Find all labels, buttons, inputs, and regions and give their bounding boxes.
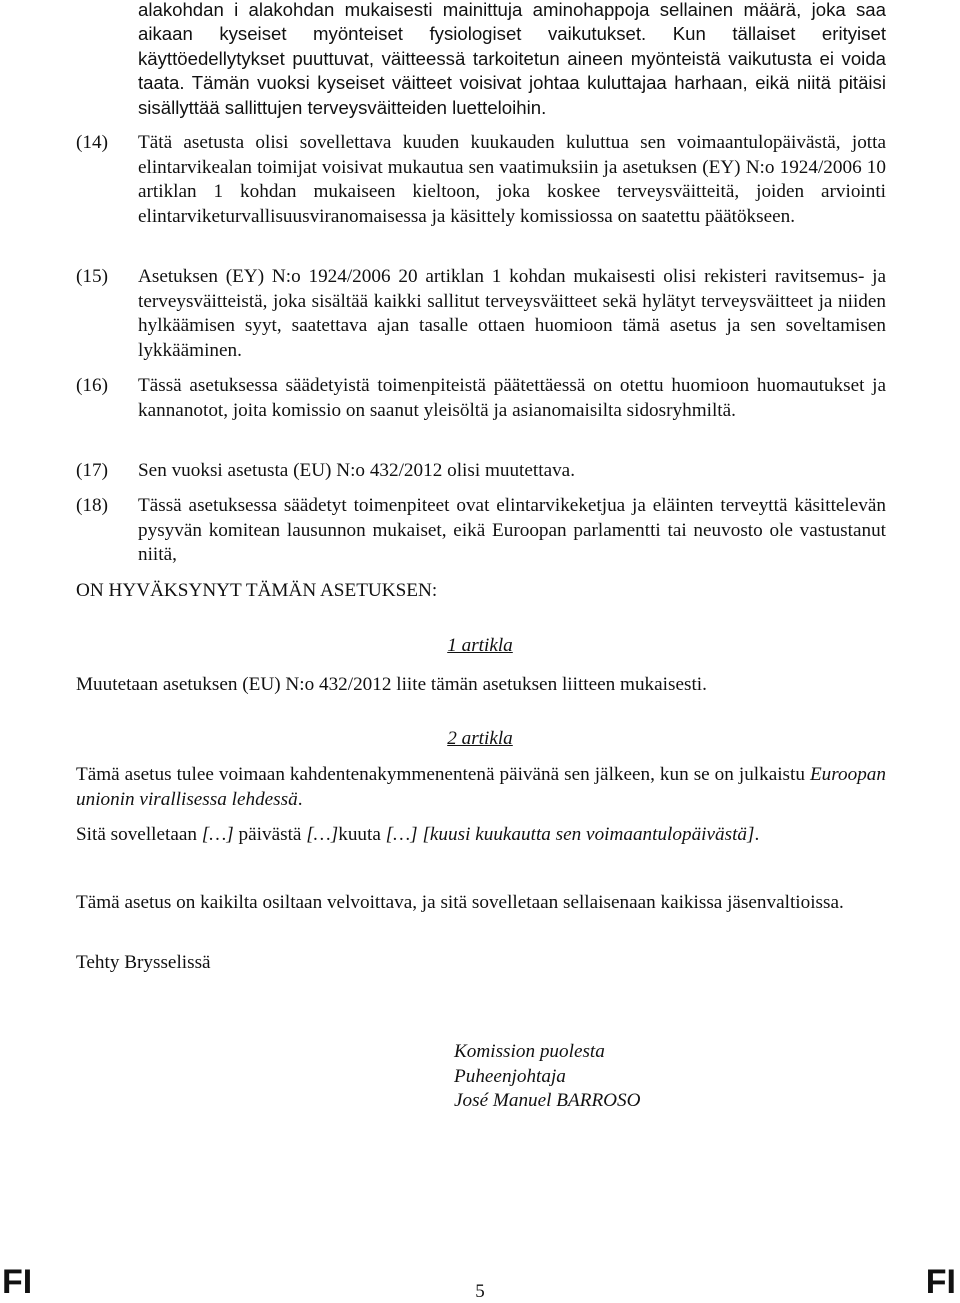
text: .: [297, 788, 303, 810]
recital-15: [76, 265, 886, 363]
placeholder-day: […]: [201, 824, 234, 845]
page-number: 5: [475, 1281, 485, 1302]
article-2-paragraph-1: [76, 763, 886, 812]
recital-text: Tässä asetuksessa säädetyistä toimenpiteistä päätettäessä on otettu huomioon huomautukset ja kannanotot, joita komissio on saanut yleisöltä ja asianomaisilta sidosryhmiltä.: [138, 375, 886, 421]
text: Sitä sovelletaan: [76, 824, 202, 845]
signature-line-1: Komission puolesta: [454, 1041, 605, 1062]
footer-language-right: FI: [925, 1263, 956, 1301]
recital-number: (14): [76, 132, 108, 153]
recital-18: [76, 494, 886, 568]
signature-line-3: José Manuel BARROSO: [454, 1090, 641, 1112]
text: kuuta: [338, 824, 386, 845]
recital-number: (18): [76, 495, 108, 516]
recital-16: [76, 374, 886, 423]
recital-number: (17): [76, 460, 108, 481]
placeholder-month: […]: [306, 824, 339, 845]
footer-language-left: FI: [2, 1263, 33, 1301]
article-2-paragraph-2: [76, 823, 886, 848]
recital-17: [76, 459, 886, 484]
recital-number: (15): [76, 266, 108, 287]
article-1-text: Muutetaan asetuksen (EU) N:o 432/2012 liite tämän asetuksen liitteen mukaisesti.: [76, 674, 707, 695]
text: päivästä: [233, 824, 307, 845]
recital-14: [76, 131, 886, 229]
signature-line-2: Puheenjohtaja: [454, 1065, 566, 1087]
text: .: [754, 824, 760, 845]
recital-text: Sen vuoksi asetusta (EU) N:o 432/2012 olisi muutettava.: [138, 460, 575, 481]
recital-text: Tätä asetusta olisi sovellettava kuuden kuukauden kuluttua sen voimaantulopäivästä, jotta elintarvikealan toimijat voisivat mukautua sen vaatimuksiin ja asetuksen (EY) N:o 1924/2006 10 artiklan 1 kohdan mukaiseen kieltoon, joka koskee terveysväitteitä, joiden arviointi elintarviketurvallisuusviranomaisessa ja käsittely komissiossa on saatettu päätökseen.: [138, 132, 886, 227]
text: Tämä asetus tulee voimaan kahdentenakymmenentenä päivänä sen jälkeen, kun se on julkaistu: [76, 764, 810, 785]
recital-continuation: alakohdan i alakohdan mukaisesti mainittuja aminohappoja sellainen määrä, joka saa aikaan kyseiset myönteiset fysiologiset vaikutukset. Kun tällaiset erityiset käyttöedellytykset puuttuvat, väitteessä tarkoitetun aineen myönteistä vaikutusta ei voida taata. Tämän vuoksi kyseiset väitteet voisivat johtaa kuluttajaa harhaan, eikä niitä pitäisi sisällyttää sallittujen terveysväitteiden luetteloihin.: [138, 0, 886, 118]
article-1-title: 1 artikla: [447, 635, 513, 656]
placeholder-date-note: […] [kuusi kuukautta sen voimaantulopäivästä]: [385, 824, 755, 845]
article-2-title: 2 artikla: [447, 728, 513, 749]
recital-number: (16): [76, 375, 108, 396]
adoption-formula: ON HYVÄKSYNYT TÄMÄN ASETUKSEN:: [76, 580, 438, 601]
signature-block: [454, 1040, 874, 1114]
binding-clause: Tämä asetus on kaikilta osiltaan velvoittava, ja sitä sovelletaan sellaisenaan kaikissa jäsenvaltioissa.: [76, 892, 844, 913]
recital-text: Tässä asetuksessa säädetyt toimenpiteet ovat elintarvikeketjua ja eläinten terveyttä käsittelevän pysyvän komitean lausunnon mukaiset, eikä Euroopan parlamentti tai neuvosto ole vastustanut niitä,: [138, 495, 886, 566]
recital-text: Asetuksen (EY) N:o 1924/2006 20 artiklan 1 kohdan mukaisesti olisi rekisteri ravitsemus- ja terveysväitteistä, joka sisältää kaikki sallitut terveysväitteet sekä hylätyt terveysväitteet ja niiden hylkäämisen syyt, saatettava ajan tasalle ottaen huomioon tämä asetus ja sen soveltamisen lykkääminen.: [138, 266, 886, 361]
official-journal-name: Euroopan unionin virallisessa lehdessä: [76, 764, 886, 810]
place-of-signature: Tehty Brysselissä: [76, 952, 211, 973]
